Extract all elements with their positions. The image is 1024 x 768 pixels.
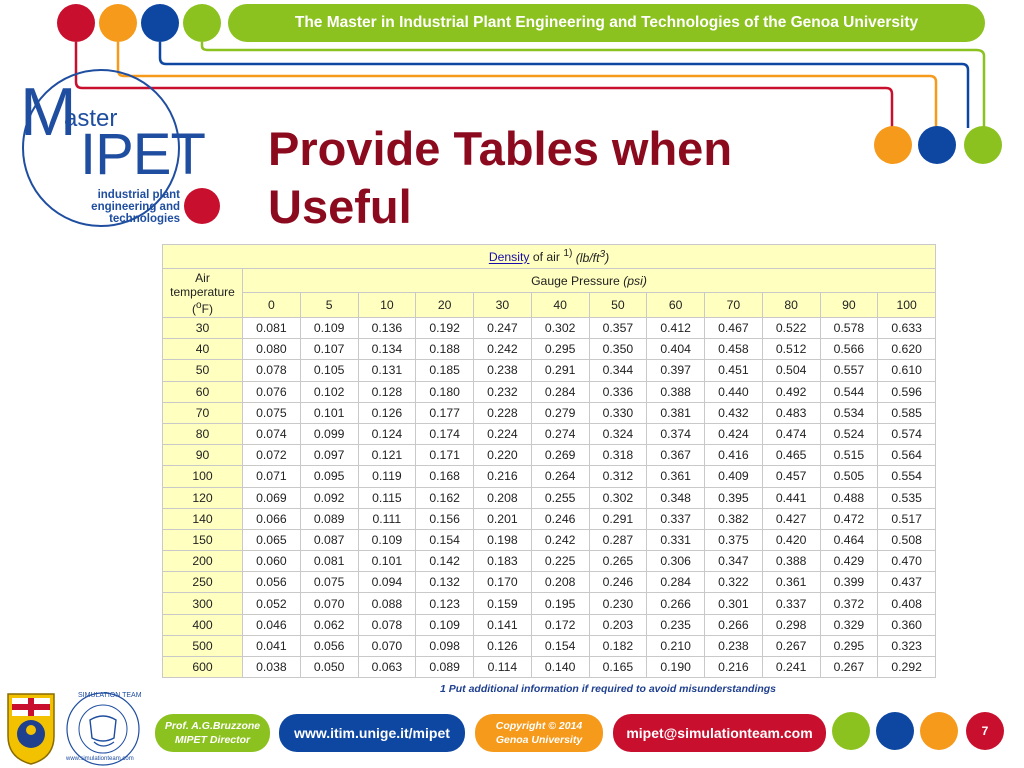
density-cell: 0.066 <box>243 508 301 529</box>
density-cell: 0.470 <box>878 551 936 572</box>
density-cell: 0.069 <box>243 487 301 508</box>
density-cell: 0.109 <box>358 529 416 550</box>
density-cell: 0.038 <box>243 657 301 678</box>
temperature-cell: 40 <box>163 339 243 360</box>
density-cell: 0.098 <box>416 635 474 656</box>
density-cell: 0.154 <box>531 635 589 656</box>
density-cell: 0.109 <box>416 614 474 635</box>
table-row <box>163 487 936 508</box>
density-cell: 0.109 <box>300 318 358 339</box>
density-cell: 0.578 <box>820 318 878 339</box>
density-cell: 0.412 <box>647 318 705 339</box>
table-title-unit: $(lb/ft^3)$ <box>575 248 610 265</box>
density-cell: 0.266 <box>647 593 705 614</box>
density-cell: 0.337 <box>762 593 820 614</box>
density-cell: 0.074 <box>243 423 301 444</box>
density-cell: 0.255 <box>531 487 589 508</box>
temperature-cell: 300 <box>163 593 243 614</box>
logo-subtitle-line2: engineering and <box>91 201 180 213</box>
density-cell: 0.123 <box>416 593 474 614</box>
density-cell: 0.429 <box>820 551 878 572</box>
density-cell: 0.437 <box>878 572 936 593</box>
density-cell: 0.397 <box>647 360 705 381</box>
density-cell: 0.185 <box>416 360 474 381</box>
density-cell: 0.121 <box>358 445 416 466</box>
density-cell: 0.136 <box>358 318 416 339</box>
density-cell: 0.367 <box>647 445 705 466</box>
density-cell: 0.322 <box>705 572 763 593</box>
temperature-cell: 90 <box>163 445 243 466</box>
density-cell: 0.324 <box>589 423 647 444</box>
density-cell: 0.131 <box>358 360 416 381</box>
density-cell: 0.140 <box>531 657 589 678</box>
density-cell: 0.041 <box>243 635 301 656</box>
density-cell: 0.467 <box>705 318 763 339</box>
density-cell: 0.566 <box>820 339 878 360</box>
temperature-cell: 60 <box>163 381 243 402</box>
footer-orange-dot <box>920 712 958 750</box>
density-cell: 0.508 <box>878 529 936 550</box>
temperature-cell: 100 <box>163 466 243 487</box>
table-row <box>163 445 936 466</box>
density-cell: 0.078 <box>358 614 416 635</box>
density-cell: 0.483 <box>762 402 820 423</box>
temperature-cell: 70 <box>163 402 243 423</box>
density-cell: 0.232 <box>474 381 532 402</box>
density-cell: 0.081 <box>243 318 301 339</box>
green-dot-right <box>964 126 1002 164</box>
density-cell: 0.267 <box>820 657 878 678</box>
density-cell: 0.524 <box>820 423 878 444</box>
temperature-cell: 120 <box>163 487 243 508</box>
density-cell: 0.156 <box>416 508 474 529</box>
table-row <box>163 508 936 529</box>
density-cell: 0.216 <box>474 466 532 487</box>
table-row <box>163 339 936 360</box>
copyright-line1: Copyright © 2014 <box>495 720 583 732</box>
air-density-table <box>162 244 936 678</box>
density-cell: 0.382 <box>705 508 763 529</box>
logo-red-dot <box>184 188 220 224</box>
density-cell: 0.279 <box>531 402 589 423</box>
density-cell: 0.208 <box>474 487 532 508</box>
table-row <box>163 529 936 550</box>
density-cell: 0.242 <box>531 529 589 550</box>
density-cell: 0.564 <box>878 445 936 466</box>
density-cell: 0.388 <box>647 381 705 402</box>
density-cell: 0.488 <box>820 487 878 508</box>
density-cell: 0.440 <box>705 381 763 402</box>
density-cell: 0.512 <box>762 339 820 360</box>
density-cell: 0.432 <box>705 402 763 423</box>
logo-subtitle <box>70 189 180 225</box>
density-cell: 0.267 <box>762 635 820 656</box>
density-cell: 0.274 <box>531 423 589 444</box>
density-cell: 0.344 <box>589 360 647 381</box>
density-cell: 0.089 <box>416 657 474 678</box>
density-cell: 0.474 <box>762 423 820 444</box>
density-cell: 0.182 <box>589 635 647 656</box>
pressure-col-header: 20 <box>416 293 474 318</box>
density-cell: 0.097 <box>300 445 358 466</box>
density-cell: 0.301 <box>705 593 763 614</box>
footer-blue-dot <box>876 712 914 750</box>
density-cell: 0.063 <box>358 657 416 678</box>
density-cell: 0.427 <box>762 508 820 529</box>
density-cell: 0.241 <box>762 657 820 678</box>
density-cell: 0.610 <box>878 360 936 381</box>
density-cell: 0.168 <box>416 466 474 487</box>
gauge-pressure-header: Gauge Pressure (psi) <box>243 269 936 293</box>
density-cell: 0.183 <box>474 551 532 572</box>
director-name: Prof. A.G.Bruzzone <box>164 720 261 732</box>
density-cell: 0.291 <box>589 508 647 529</box>
density-cell: 0.080 <box>243 339 301 360</box>
temperature-cell: 150 <box>163 529 243 550</box>
logo-subtitle-line3: technologies <box>109 213 180 225</box>
table-row <box>163 466 936 487</box>
genoa-university-crest <box>2 690 60 766</box>
density-cell: 0.472 <box>820 508 878 529</box>
seal-text-bottom: www.simulationteam.com <box>66 756 134 762</box>
table-title-rest: of air <box>529 250 564 265</box>
density-cell: 0.620 <box>878 339 936 360</box>
density-cell: 0.154 <box>416 529 474 550</box>
table-row <box>163 572 936 593</box>
density-cell: 0.070 <box>300 593 358 614</box>
slide-title-line2: Useful <box>268 180 412 233</box>
density-cell: 0.395 <box>705 487 763 508</box>
density-cell: 0.132 <box>416 572 474 593</box>
density-cell: 0.046 <box>243 614 301 635</box>
density-cell: 0.336 <box>589 381 647 402</box>
density-cell: 0.329 <box>820 614 878 635</box>
pressure-col-header: 50 <box>589 293 647 318</box>
density-cell: 0.225 <box>531 551 589 572</box>
density-cell: 0.128 <box>358 381 416 402</box>
density-cell: 0.171 <box>416 445 474 466</box>
density-cell: 0.295 <box>531 339 589 360</box>
density-cell: 0.360 <box>878 614 936 635</box>
density-cell: 0.505 <box>820 466 878 487</box>
density-cell: 0.291 <box>531 360 589 381</box>
density-cell: 0.337 <box>647 508 705 529</box>
density-cell: 0.306 <box>647 551 705 572</box>
density-cell: 0.381 <box>647 402 705 423</box>
density-cell: 0.060 <box>243 551 301 572</box>
header-banner: The Master in Industrial Plant Engineering and Technologies of the Genoa University <box>228 4 985 42</box>
density-cell: 0.078 <box>243 360 301 381</box>
density-cell: 0.522 <box>762 318 820 339</box>
density-cell: 0.056 <box>243 572 301 593</box>
density-cell: 0.159 <box>474 593 532 614</box>
density-cell: 0.087 <box>300 529 358 550</box>
density-cell: 0.585 <box>878 402 936 423</box>
density-cell: 0.284 <box>531 381 589 402</box>
pressure-col-header: 5 <box>300 293 358 318</box>
density-cell: 0.224 <box>474 423 532 444</box>
density-cell: 0.190 <box>647 657 705 678</box>
temperature-cell: 200 <box>163 551 243 572</box>
copyright-badge <box>475 714 603 752</box>
density-cell: 0.142 <box>416 551 474 572</box>
density-cell: 0.269 <box>531 445 589 466</box>
density-cell: 0.399 <box>820 572 878 593</box>
density-cell: 0.192 <box>416 318 474 339</box>
footnote: 1 Put additional information if required to avoid misunderstandings <box>440 683 777 695</box>
director-badge <box>155 714 270 752</box>
pressure-col-header: 60 <box>647 293 705 318</box>
density-cell: 0.347 <box>705 551 763 572</box>
density-cell: 0.114 <box>474 657 532 678</box>
table-title <box>163 245 936 269</box>
density-cell: 0.633 <box>878 318 936 339</box>
slide-title-line1: Provide Tables when <box>268 122 733 175</box>
density-cell: 0.170 <box>474 572 532 593</box>
density-cell: 0.350 <box>589 339 647 360</box>
density-cell: 0.330 <box>589 402 647 423</box>
density-cell: 0.517 <box>878 508 936 529</box>
table-row <box>163 318 936 339</box>
density-cell: 0.302 <box>589 487 647 508</box>
density-cell: 0.265 <box>589 551 647 572</box>
density-cell: 0.188 <box>416 339 474 360</box>
table-row <box>163 402 936 423</box>
table-row <box>163 381 936 402</box>
density-cell: 0.099 <box>300 423 358 444</box>
density-cell: 0.246 <box>531 508 589 529</box>
logo-aster: aster <box>64 105 118 132</box>
density-link[interactable]: Density <box>488 250 530 265</box>
density-cell: 0.302 <box>531 318 589 339</box>
density-cell: 0.092 <box>300 487 358 508</box>
table-row <box>163 614 936 635</box>
density-cell: 0.295 <box>820 635 878 656</box>
density-cell: 0.361 <box>762 572 820 593</box>
density-cell: 0.198 <box>474 529 532 550</box>
density-cell: 0.075 <box>300 572 358 593</box>
density-cell: 0.203 <box>589 614 647 635</box>
density-cell: 0.124 <box>358 423 416 444</box>
temperature-cell: 30 <box>163 318 243 339</box>
blue-dot-right <box>918 126 956 164</box>
density-cell: 0.504 <box>762 360 820 381</box>
density-cell: 0.420 <box>762 529 820 550</box>
density-cell: 0.050 <box>300 657 358 678</box>
density-cell: 0.238 <box>705 635 763 656</box>
density-cell: 0.404 <box>647 339 705 360</box>
density-cell: 0.126 <box>474 635 532 656</box>
density-cell: 0.095 <box>300 466 358 487</box>
orange-dot-right <box>874 126 912 164</box>
density-cell: 0.535 <box>878 487 936 508</box>
table-row <box>163 423 936 444</box>
director-role: MIPET Director <box>174 734 251 746</box>
density-cell: 0.292 <box>878 657 936 678</box>
density-cell: 0.284 <box>647 572 705 593</box>
temperature-cell: 400 <box>163 614 243 635</box>
density-cell: 0.357 <box>589 318 647 339</box>
page-number: 7 <box>966 712 1004 750</box>
table-row <box>163 657 936 678</box>
density-cell: 0.544 <box>820 381 878 402</box>
density-cell: 0.201 <box>474 508 532 529</box>
pressure-col-header: 70 <box>705 293 763 318</box>
density-cell: 0.072 <box>243 445 301 466</box>
density-cell: 0.361 <box>647 466 705 487</box>
density-cell: 0.076 <box>243 381 301 402</box>
logo-ipet: IPET <box>80 122 205 187</box>
density-cell: 0.424 <box>705 423 763 444</box>
density-cell: 0.557 <box>820 360 878 381</box>
density-cell: 0.107 <box>300 339 358 360</box>
density-cell: 0.409 <box>705 466 763 487</box>
density-cell: 0.230 <box>589 593 647 614</box>
logo-letter-m: M <box>20 74 77 150</box>
density-cell: 0.515 <box>820 445 878 466</box>
density-cell: 0.056 <box>300 635 358 656</box>
website-link[interactable]: www.itim.unige.it/mipet <box>279 714 465 752</box>
pressure-col-header: 80 <box>762 293 820 318</box>
density-cell: 0.052 <box>243 593 301 614</box>
density-cell: 0.441 <box>762 487 820 508</box>
temperature-cell: 80 <box>163 423 243 444</box>
density-cell: 0.465 <box>762 445 820 466</box>
density-cell: 0.534 <box>820 402 878 423</box>
pressure-col-header: 10 <box>358 293 416 318</box>
density-cell: 0.165 <box>589 657 647 678</box>
density-cell: 0.457 <box>762 466 820 487</box>
density-cell: 0.451 <box>705 360 763 381</box>
density-cell: 0.375 <box>705 529 763 550</box>
density-cell: 0.264 <box>531 466 589 487</box>
density-cell: 0.216 <box>705 657 763 678</box>
logo-subtitle-line1: industrial plant <box>97 189 180 201</box>
email-link[interactable]: mipet@simulationteam.com <box>613 714 826 752</box>
density-cell: 0.228 <box>474 402 532 423</box>
density-cell: 0.195 <box>531 593 589 614</box>
density-cell: 0.348 <box>647 487 705 508</box>
density-cell: 0.105 <box>300 360 358 381</box>
slide-title <box>268 120 828 236</box>
density-cell: 0.134 <box>358 339 416 360</box>
pressure-col-header: 0 <box>243 293 301 318</box>
density-cell: 0.162 <box>416 487 474 508</box>
density-cell: 0.374 <box>647 423 705 444</box>
density-cell: 0.287 <box>589 529 647 550</box>
density-cell: 0.102 <box>300 381 358 402</box>
density-cell: 0.388 <box>762 551 820 572</box>
density-cell: 0.554 <box>878 466 936 487</box>
density-cell: 0.266 <box>705 614 763 635</box>
table-row <box>163 593 936 614</box>
temperature-cell: 140 <box>163 508 243 529</box>
density-cell: 0.312 <box>589 466 647 487</box>
density-cell: 0.247 <box>474 318 532 339</box>
footer-green-dot <box>832 712 870 750</box>
density-cell: 0.101 <box>358 551 416 572</box>
density-cell: 0.089 <box>300 508 358 529</box>
density-cell: 0.220 <box>474 445 532 466</box>
density-cell: 0.574 <box>878 423 936 444</box>
density-cell: 0.408 <box>878 593 936 614</box>
table-row <box>163 635 936 656</box>
air-temperature-header: Air temperature ($^o$F) <box>163 269 243 318</box>
density-cell: 0.141 <box>474 614 532 635</box>
density-cell: 0.238 <box>474 360 532 381</box>
density-cell: 0.062 <box>300 614 358 635</box>
pressure-col-header: 90 <box>820 293 878 318</box>
density-cell: 0.172 <box>531 614 589 635</box>
temperature-cell: 50 <box>163 360 243 381</box>
table-title-note: 1) <box>563 248 573 260</box>
density-cell: 0.458 <box>705 339 763 360</box>
density-cell: 0.298 <box>762 614 820 635</box>
density-cell: 0.208 <box>531 572 589 593</box>
density-cell: 0.464 <box>820 529 878 550</box>
density-cell: 0.094 <box>358 572 416 593</box>
table-row <box>163 360 936 381</box>
pressure-col-header: 100 <box>878 293 936 318</box>
density-cell: 0.416 <box>705 445 763 466</box>
density-cell: 0.119 <box>358 466 416 487</box>
density-cell: 0.115 <box>358 487 416 508</box>
density-cell: 0.596 <box>878 381 936 402</box>
density-cell: 0.372 <box>820 593 878 614</box>
density-cell: 0.101 <box>300 402 358 423</box>
seal-text-top: SIMULATION TEAM <box>78 692 142 699</box>
density-cell: 0.177 <box>416 402 474 423</box>
density-cell: 0.235 <box>647 614 705 635</box>
density-cell: 0.075 <box>243 402 301 423</box>
density-cell: 0.180 <box>416 381 474 402</box>
density-cell: 0.174 <box>416 423 474 444</box>
temperature-cell: 250 <box>163 572 243 593</box>
density-cell: 0.246 <box>589 572 647 593</box>
temperature-cell: 600 <box>163 657 243 678</box>
copyright-line2: Genoa University <box>495 734 583 746</box>
density-cell: 0.210 <box>647 635 705 656</box>
density-cell: 0.070 <box>358 635 416 656</box>
pressure-col-header: 30 <box>474 293 532 318</box>
density-cell: 0.492 <box>762 381 820 402</box>
density-cell: 0.111 <box>358 508 416 529</box>
density-cell: 0.065 <box>243 529 301 550</box>
pressure-col-header: 40 <box>531 293 589 318</box>
density-cell: 0.242 <box>474 339 532 360</box>
density-cell: 0.331 <box>647 529 705 550</box>
density-cell: 0.126 <box>358 402 416 423</box>
density-cell: 0.088 <box>358 593 416 614</box>
density-cell: 0.323 <box>878 635 936 656</box>
temperature-cell: 500 <box>163 635 243 656</box>
density-cell: 0.071 <box>243 466 301 487</box>
table-row <box>163 551 936 572</box>
density-cell: 0.081 <box>300 551 358 572</box>
density-cell: 0.318 <box>589 445 647 466</box>
